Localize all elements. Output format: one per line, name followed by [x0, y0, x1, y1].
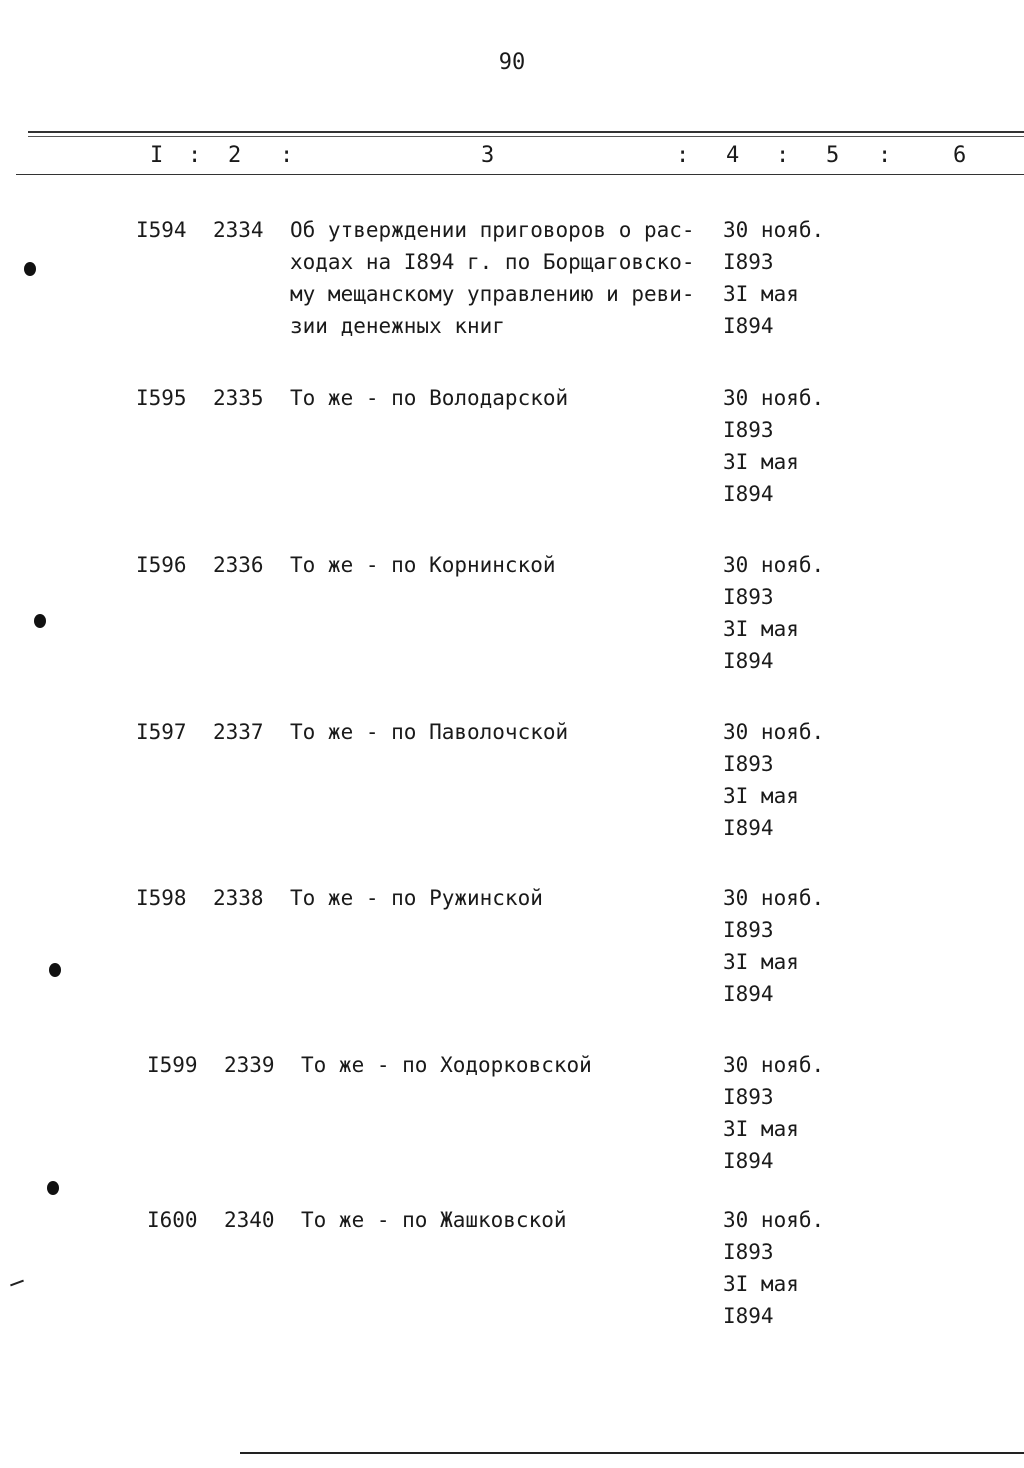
entry-title-line: ходах на I894 г. по Борщаговско- [290, 250, 695, 274]
entry-date-end: 3I мая [723, 282, 799, 306]
entry-date-end: 3I мая [723, 450, 799, 474]
entry-date-start-year: I893 [723, 918, 774, 942]
entry-date-start-year: I893 [723, 1240, 774, 1264]
entry-file-number: 2335 [213, 386, 264, 410]
entry-date-end: 3I мая [723, 1272, 799, 1296]
entry-number: I595 [136, 386, 187, 410]
column-header-1: I [150, 143, 164, 168]
entry-dates [723, 1049, 824, 1177]
entry-title-line: То же - по Жашковской [301, 1208, 567, 1232]
entry-date-end-year: I894 [723, 982, 774, 1006]
entry-title-line: То же - по Володарской [290, 386, 569, 410]
entry-file-number: 2340 [224, 1208, 275, 1232]
entry-date-start: 30 нояб. [723, 1208, 825, 1232]
entry-title [290, 716, 710, 748]
entry-title-line: То же - по Корнинской [290, 553, 556, 577]
column-header-2: 2 [228, 143, 242, 168]
entry-date-start: 30 нояб. [723, 720, 825, 744]
entry-title-line: Об утверждении приговоров о рас- [290, 218, 695, 242]
entry-file-number: 2334 [213, 218, 264, 242]
punch-hole-icon [47, 1181, 59, 1195]
entry-date-end-year: I894 [723, 314, 774, 338]
entry-dates [723, 882, 824, 1010]
entry-date-end-year: I894 [723, 816, 774, 840]
entry-date-start-year: I893 [723, 1085, 774, 1109]
entry-date-end: 3I мая [723, 617, 799, 641]
entry-date-start-year: I893 [723, 585, 774, 609]
entry-title-line: То же - по Паволочской [290, 720, 569, 744]
entry-dates [723, 214, 824, 342]
scan-mark-icon [10, 1280, 24, 1287]
entry-date-end: 3I мая [723, 784, 799, 808]
entry-title [290, 214, 710, 342]
entry-title [301, 1049, 721, 1081]
punch-hole-icon [24, 262, 36, 276]
page-number: 90 [498, 50, 526, 75]
entry-dates [723, 382, 824, 510]
header-bottom-rule [16, 174, 1024, 175]
entry-date-end-year: I894 [723, 1304, 774, 1328]
entry-title-line: То же - по Ходорковской [301, 1053, 592, 1077]
entry-number: I596 [136, 553, 187, 577]
entry-file-number: 2337 [213, 720, 264, 744]
entry-title-line: му мещанскому управлению и реви- [290, 282, 695, 306]
entry-title [301, 1204, 721, 1236]
punch-hole-icon [34, 614, 46, 628]
column-separator: : [776, 143, 790, 168]
column-header-4: 4 [726, 143, 740, 168]
column-separator: : [878, 143, 892, 168]
footer-rule [240, 1452, 1024, 1454]
entry-title-line: зии денежных книг [290, 314, 505, 338]
entry-number: I597 [136, 720, 187, 744]
entry-number: I594 [136, 218, 187, 242]
column-header-6: 6 [953, 143, 967, 168]
entry-date-start: 30 нояб. [723, 553, 825, 577]
entry-date-start-year: I893 [723, 250, 774, 274]
entry-date-end-year: I894 [723, 482, 774, 506]
entry-number: I600 [147, 1208, 198, 1232]
column-separator: : [676, 143, 690, 168]
entry-title-line: То же - по Ружинской [290, 886, 543, 910]
entry-dates [723, 716, 824, 844]
header-top-rule-thin [28, 136, 1024, 137]
entry-file-number: 2338 [213, 886, 264, 910]
entry-title [290, 382, 710, 414]
entry-date-end-year: I894 [723, 649, 774, 673]
entry-number: I598 [136, 886, 187, 910]
entry-date-start-year: I893 [723, 752, 774, 776]
entry-date-end: 3I мая [723, 1117, 799, 1141]
entry-dates [723, 549, 824, 677]
column-header-5: 5 [826, 143, 840, 168]
entry-file-number: 2339 [224, 1053, 275, 1077]
entry-file-number: 2336 [213, 553, 264, 577]
entry-date-start: 30 нояб. [723, 1053, 825, 1077]
entry-date-end-year: I894 [723, 1149, 774, 1173]
entry-date-start-year: I893 [723, 418, 774, 442]
entry-title [290, 549, 710, 581]
entry-date-start: 30 нояб. [723, 886, 825, 910]
entry-date-end: 3I мая [723, 950, 799, 974]
column-header-3: 3 [481, 143, 495, 168]
punch-hole-icon [49, 963, 61, 977]
column-separator: : [280, 143, 294, 168]
column-separator: : [188, 143, 202, 168]
entry-dates [723, 1204, 824, 1332]
entry-date-start: 30 нояб. [723, 386, 825, 410]
header-top-rule [28, 131, 1024, 133]
entry-number: I599 [147, 1053, 198, 1077]
entry-date-start: 30 нояб. [723, 218, 825, 242]
entry-title [290, 882, 710, 914]
